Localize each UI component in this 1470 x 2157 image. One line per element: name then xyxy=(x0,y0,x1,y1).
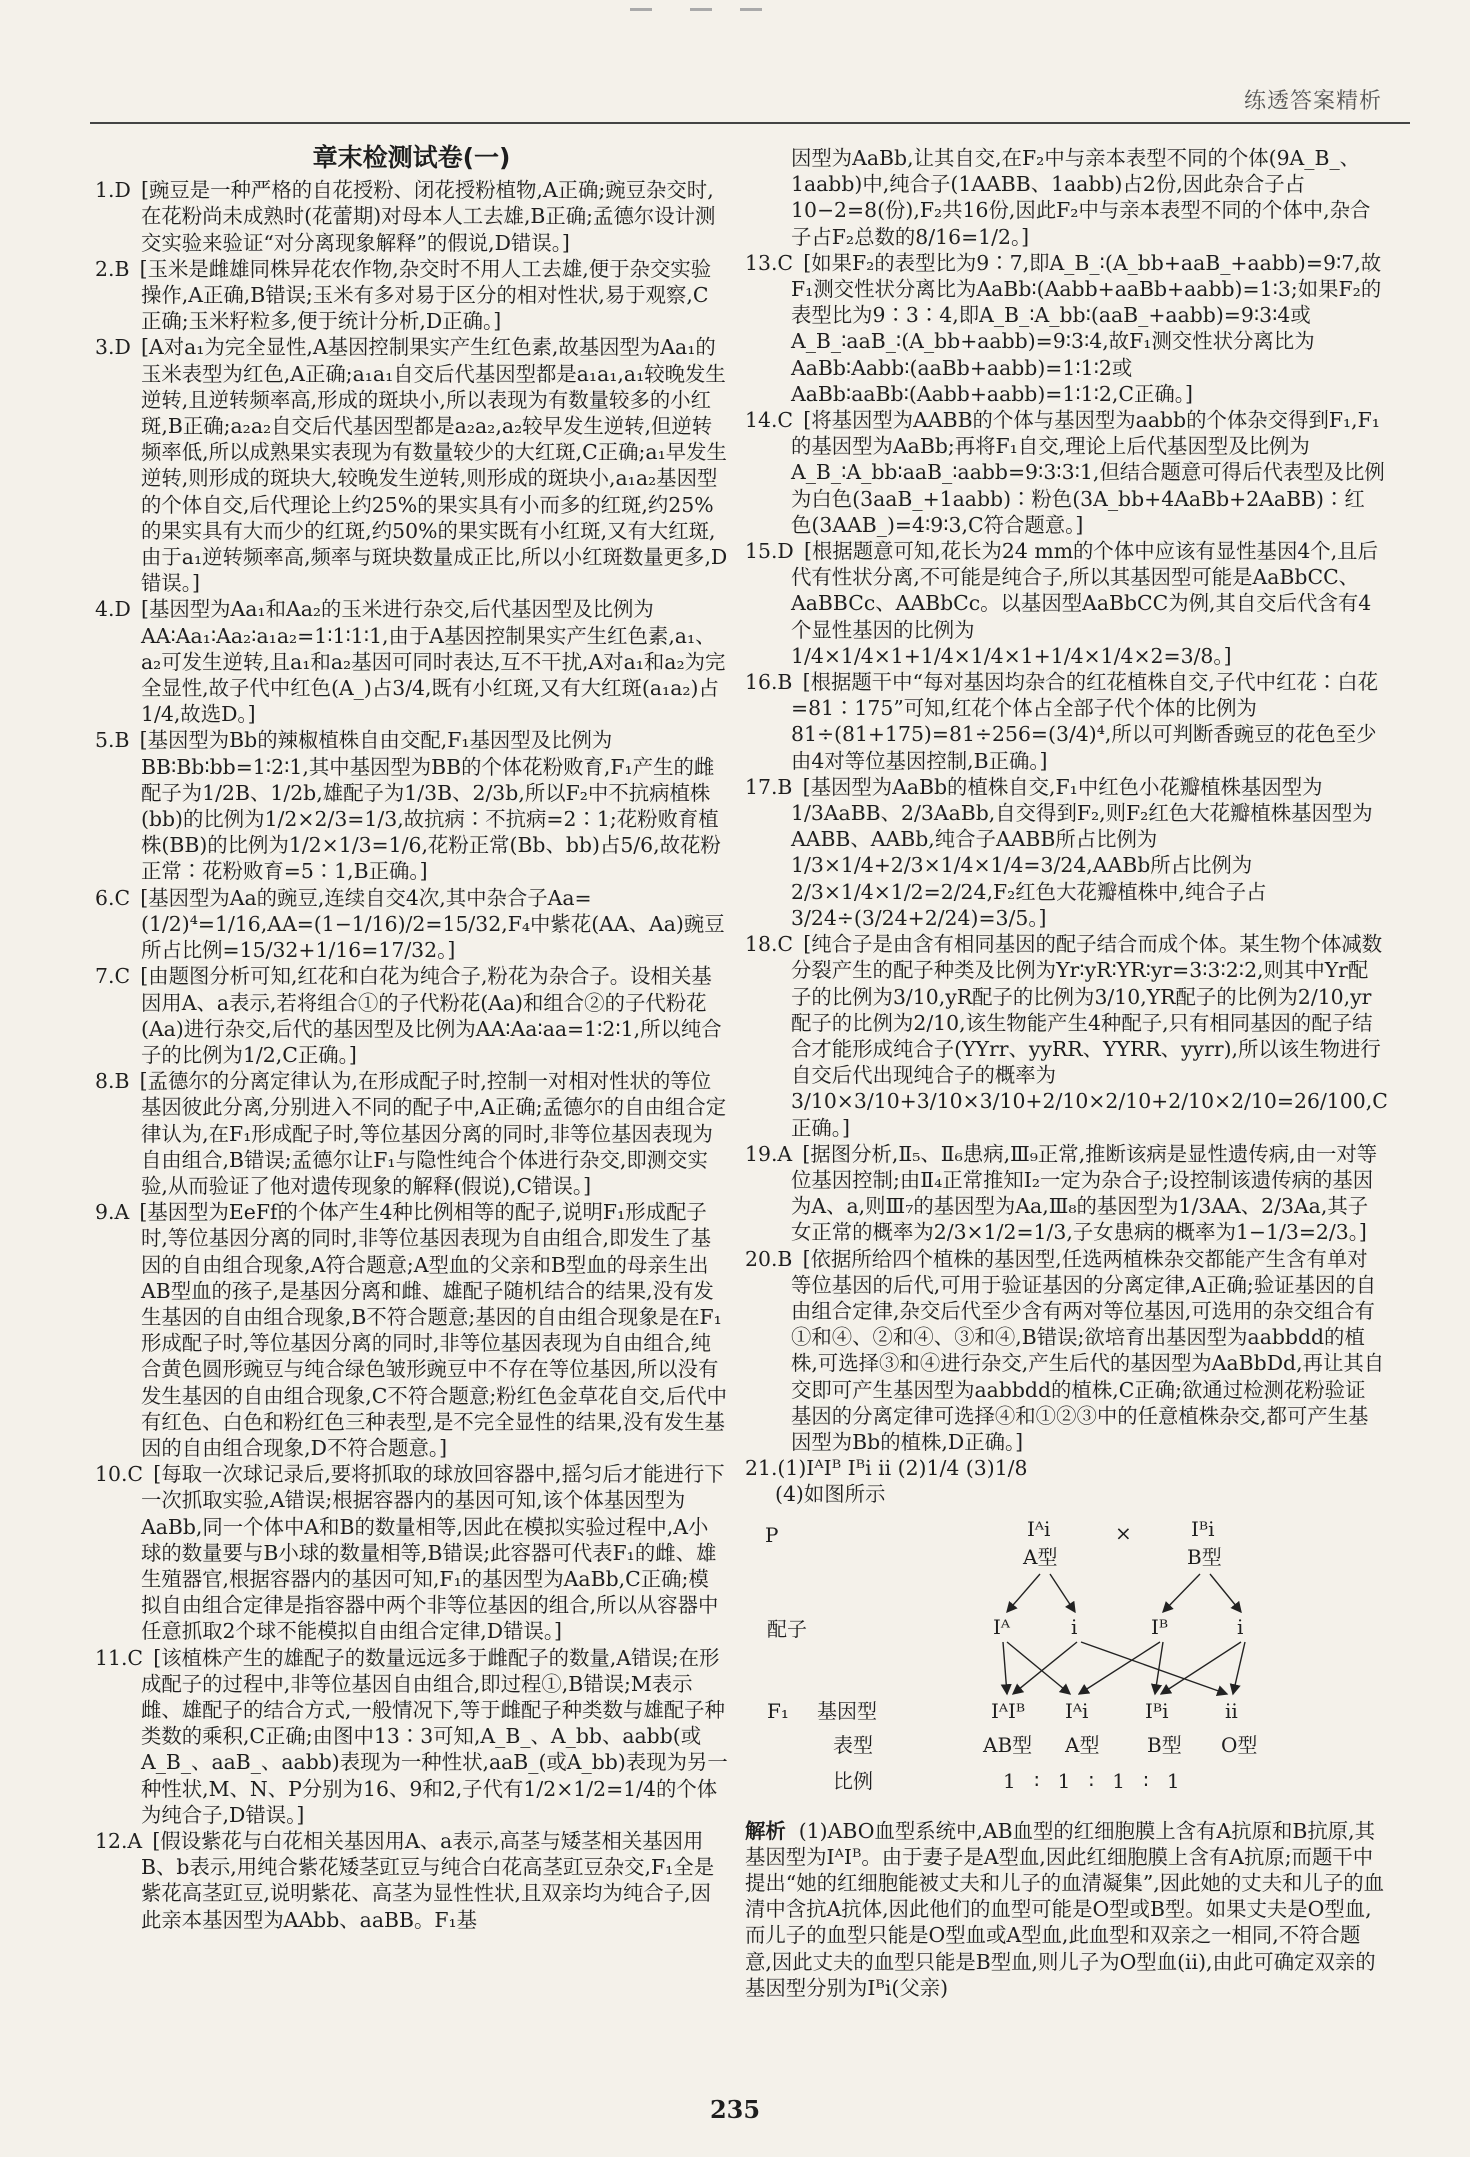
answer-text: [基因型为Bb的辣椒植株自由交配,F₁基因型及比例为BB∶Bb∶bb=1∶2∶1,其中基因型为BB的个体花粉败育,F₁产生的雌配子为1/2B、1/2b,雄配子为1/3B、2/3b,所以F₂中不抗病植株(bb)的比例为1/2×2/3=1/3,故抗病∶不抗病=2∶1;花粉败育植株(BB)的比例为1/2×1/3=1/6,花粉正常(Bb、bb)占5/6,故花粉正常∶花粉败育=5∶1,B正确。] xyxy=(139,728,721,884)
answer-text: 因型为AaBb,让其自交,在F₂中与亲本表型不同的个体(9A_B_、1aabb)中,纯合子(1AABB、1aabb)占2份,因此杂合子占10−2=8(份),F₂共16份,因此F₂中与亲本表型不同的个体中,杂合子占F₂总数的8/16=1/2。] xyxy=(791,146,1371,249)
answer-item xyxy=(745,1141,1385,1246)
answer-item xyxy=(95,1645,728,1828)
line-gB-f2 xyxy=(1079,1642,1160,1694)
answer-number: 15.D xyxy=(745,539,794,564)
page-number: 235 xyxy=(709,2095,761,2124)
answer-number: 8.B xyxy=(95,1069,130,1094)
left-answer-list xyxy=(95,177,728,1933)
answer-text: [孟德尔的分离定律认为,在形成配子时,控制一对相对性状的等位基因彼此分离,分别进入不同的配子中,A正确;孟德尔的自由组合定律认为,在F₁形成配子时,等位基因分离的同时,非等位基因表现为自由组合,B错误;孟德尔让F₁与隐性纯合个体进行杂交,即测交实验,从而验证了他对遗传现象的解释(假说),C错误。] xyxy=(139,1069,727,1198)
line-gi2-f4 xyxy=(1233,1642,1245,1694)
line-p1-gA xyxy=(1007,1574,1040,1612)
line-gi2-f3 xyxy=(1161,1642,1241,1694)
answer-item xyxy=(95,963,728,1068)
line-gA-f1 xyxy=(1003,1642,1007,1694)
answer-text: [由题图分析可知,红花和白花为纯合子,粉花为杂合子。设相关基因用A、a表示,若将组合①的子代粉花(Aa)和组合②的子代粉花(Aa)进行杂交,后代的基因型及比例为AA∶Aa∶aa=1∶2∶1,所以纯合子的比例为1/2,C正确。] xyxy=(140,964,722,1067)
f1-phenotype-2: A型 xyxy=(1065,1732,1100,1757)
q21-answer: 21.(1)IᴬIᴮ Iᴮi ii (2)1/4 (3)1/8 xyxy=(745,1456,1028,1481)
f1-ratio: 1 ∶ 1 ∶ 1 ∶ 1 xyxy=(1003,1768,1186,1793)
gamete-3: Iᴮ xyxy=(1151,1614,1169,1639)
line-gB-f3 xyxy=(1155,1642,1163,1694)
answer-item xyxy=(745,250,1385,407)
ratio-label: 比例 xyxy=(833,1768,873,1793)
answer-text: [每取一次球记录后,要将抓取的球放回容器中,摇匀后才能进行下一次抓取实验,A错误;根据容器内的基因可知,该个体基因型为AaBb,同一个体中A和B的数量相等,因此在模拟实验过程中,A小球的数量要与B小球的数量相等,B错误;此容器可代表F₁的雌、雄生殖器官,根据容器内的基因可知,F₁的基因型为AaBb,C正确;模拟自由组合定律是指容器中两个非等位基因的组合,所以从容器中任意抓取2个球不能模拟自由组合定律,D错误。] xyxy=(141,1462,725,1644)
right-column xyxy=(745,145,1388,2001)
answer-text: [该植株产生的雄配子的数量远远多于雌配子的数量,A错误;在形成配子的过程中,非等位基因自由组合,即过程①,B错误;M表示雌、雄配子的结合方式,一般情况下,等于雌配子种类数与雄配子种类数的乘积,C正确;由图中13∶3可知,A_B_、A_bb、aabb(或A_B_、aaB_、aabb)表现为一种性状,aaB_(或A_bb)表现为另一种性状,M、N、P分别为16、9和2,子代有1/2×1/2=1/4的个体为纯合子,D错误。] xyxy=(141,1645,728,1827)
line-gi-f1 xyxy=(1013,1642,1077,1694)
answer-number: 3.D xyxy=(95,335,131,360)
line-gi-f4 xyxy=(1081,1642,1227,1694)
answer-number: 7.C xyxy=(95,964,131,989)
f1-genotype-4: ii xyxy=(1225,1698,1238,1723)
gamete-2: i xyxy=(1071,1614,1078,1639)
cross-lines xyxy=(745,1512,1385,1812)
answer-item xyxy=(95,1068,728,1199)
answer-item xyxy=(95,1461,728,1644)
answer-item xyxy=(745,145,1385,250)
f1-genotype-3: Iᴮi xyxy=(1145,1698,1169,1723)
f1-genotype-1: IᴬIᴮ xyxy=(991,1698,1026,1723)
answer-text: [A对a₁为完全显性,A基因控制果实产生红色素,故基因型为Aa₁的玉米表型为红色,A正确;a₁a₁自交后代基因型都是a₁a₁,a₁较晚发生逆转,且逆转频率高,形成的斑块小,所以表现为有数量较多的小红斑,B正确;a₂a₂自交后代基因型都是a₂a₂,a₂较早发生逆转,但逆转频率低,所以成熟果实表现为有数量较少的大红斑,C正确;a₁早发生逆转,则形成的斑块大,较晚发生逆转,则形成的斑块小,a₁a₂基因型的个体自交,后代理论上约25%的果实具有小而多的红斑,约25%的果实具有大而少的红斑,约50%的果实既有小红斑,又有大红斑,由于a₁逆转频率高,频率与斑块数量成正比,所以小红斑数量更多,D错误。] xyxy=(141,335,728,596)
f1-genotype-2: Iᴬi xyxy=(1065,1698,1089,1723)
answer-item xyxy=(745,931,1388,1141)
answer-text: [豌豆是一种严格的自花授粉、闭花授粉植物,A正确;豌豆杂交时,在花粉尚未成熟时(花蕾期)对母本人工去雄,B正确;孟德尔设计测交实验来验证“对分离现象解释”的假说,D错误。] xyxy=(141,178,716,255)
right-answer-list xyxy=(745,145,1388,1455)
header-rule xyxy=(90,122,1410,124)
answer-item xyxy=(745,538,1385,669)
gamete-4: i xyxy=(1237,1614,1244,1639)
parent2-genotype: Iᴮi xyxy=(1191,1516,1215,1541)
row-label-gamete: 配子 xyxy=(767,1616,807,1641)
answer-text: [纯合子是由含有相同基因的配子结合而成个体。某生物个体减数分裂产生的配子种类及比例为Yr∶yR∶YR∶yr=3∶3∶2∶2,则其中Yr配子的比例为3/10,yR配子的比例为3/10,YR配子的比例为2/10,yr配子的比例为2/10,该生物能产生4种配子,只有相同基因的配子结合才能形成纯合子(YYrr、yyRR、YYRR、yyrr),所以该生物进行自交后代出现纯合子的概率为3/10×3/10+3/10×3/10+2/10×2/10+2/10×2/10=26/100,C正确。] xyxy=(791,932,1388,1140)
answer-text: [根据题意可知,花长为24 mm的个体中应该有显性基因4个,且后代有性状分离,不可能是纯合子,所以其基因型可能是AaBbCC、AaBBCc、AABbCc。以基因型AaBbCC为例,其自交后代含有4个显性基因的比例为1/4×1/4×1+1/4×1/4×1+1/4×1/4×2=3/8。] xyxy=(791,539,1378,668)
f1-phenotype-3: B型 xyxy=(1147,1732,1182,1757)
answer-item xyxy=(745,1246,1385,1456)
genotype-label: 基因型 xyxy=(817,1698,877,1723)
row-label-p: P xyxy=(765,1522,779,1547)
answer-number: 12.A xyxy=(95,1829,143,1853)
scan-marks xyxy=(630,8,930,18)
answer-text: [基因型为EeFf的个体产生4种比例相等的配子,说明F₁形成配子时,等位基因分离的同时,非等位基因表现为自由组合,即发生了基因的自由组合现象,A符合题意;A型血的父亲和B型血的母亲生出AB型血的孩子,是基因分离和雌、雄配子随机结合的结果,没有发生基因的自由组合现象,B不符合题意;基因的自由组合现象是在F₁形成配子时,等位基因分离的同时,非等位基因表现为自由组合,纯合黄色圆形豌豆与纯合绿色皱形豌豆中不存在等位基因,所以没有发生基因的自由组合现象,C不符合题意;粉红色金草花自交,后代中有红色、白色和粉红色三种表型,是不完全显性的结果,没有发生基因的自由组合现象,D不符合题意。] xyxy=(139,1200,727,1460)
row-label-f1: F₁ xyxy=(767,1698,789,1723)
left-column xyxy=(95,145,728,1933)
line-gA-f2 xyxy=(1007,1642,1070,1694)
answer-item xyxy=(95,334,728,596)
answer-item xyxy=(95,727,728,884)
section-title: 章末检测试卷(一) xyxy=(312,143,511,172)
blood-type-cross-diagram xyxy=(745,1512,1385,1812)
parent1-genotype: Iᴬi xyxy=(1027,1516,1051,1541)
answer-number: 4.D xyxy=(95,597,131,622)
answer-number: 6.C xyxy=(95,885,131,910)
answer-number: 20.B xyxy=(745,1246,793,1271)
answer-text: [如果F₂的表型比为9∶7,即A_B_∶(A_bb+aaB_+aabb)=9∶7,故F₁测交性状分离比为AaBb∶(Aabb+aaBb+aabb)=1∶3;如果F₂的表型比为9∶3∶4,即A_B_∶A_bb∶(aaB_+aabb)=9∶3∶4或A_B_∶aaB_∶(A_bb+aabb)=9∶3∶4,故F₁测交性状分离比为AaBb∶Aabb∶(aaBb+aabb)=1∶1∶2或AaBb∶aaBb∶(Aabb+aabb)=1∶1∶2,C正确。] xyxy=(791,250,1382,406)
answer-item xyxy=(745,669,1385,774)
answer-text: [据图分析,Ⅱ₅、Ⅱ₆患病,Ⅲ₉正常,推断该病是显性遗传病,由一对等位基因控制;由Ⅱ₄正常推知Ⅰ₂一定为杂合子;设控制该遗传病的基因为A、a,则Ⅲ₇的基因型为Aa,Ⅲ₈的基因型为1/3AA、2/3Aa,其子女正常的概率为2/3×1/2=1/3,子女患病的概率为1−1/3=2/3。] xyxy=(791,1141,1378,1245)
answer-item xyxy=(95,177,728,256)
cross-sign: × xyxy=(1115,1520,1132,1545)
answer-number: 14.C xyxy=(745,408,794,433)
answer-text: [将基因型为AABB的个体与基因型为aabb的个体杂交得到F₁,F₁的基因型为AaBb;再将F₁自交,理论上后代基因型及比例为A_B_∶A_bb∶aaB_∶aabb=9∶3∶3∶1,但结合题意可得后代表型及比例为白色(3aaB_+1aabb)∶粉色(3A_bb+4AaBb+2AaBB)∶红色(3AAB_)=4∶9∶3,C符合题意。] xyxy=(791,408,1385,537)
answer-number: 19.A xyxy=(745,1141,793,1166)
f1-phenotype-4: O型 xyxy=(1221,1732,1258,1757)
answer-item xyxy=(745,407,1385,538)
gamete-1: Iᴬ xyxy=(993,1614,1010,1639)
answer-number: 18.C xyxy=(745,932,794,957)
header-title: 练透答案精析 xyxy=(1243,89,1382,114)
q21-part4: (4)如图所示 xyxy=(775,1482,886,1507)
answer-number: 17.B xyxy=(745,774,793,799)
answer-number: 10.C xyxy=(95,1462,144,1487)
f1-phenotype-1: AB型 xyxy=(983,1732,1033,1757)
answer-text: [根据题干中“每对基因均杂合的红花植株自交,子代中红花∶白花=81∶175”可知,红花个体占全部子代个体的比例为81÷(81+175)=81÷256=(3/4)⁴,所以可判断香豌豆的花色至少由4对等位基因控制,B正确。] xyxy=(791,670,1379,773)
explanation xyxy=(745,1818,1385,2001)
answer-item xyxy=(745,774,1385,931)
answer-item xyxy=(95,1828,728,1933)
line-p1-gi xyxy=(1050,1574,1075,1612)
answer-number: 13.C xyxy=(745,250,794,275)
answer-text: [假设紫花与白花相关基因用A、a表示,高茎与矮茎相关基因用B、b表示,用纯合紫花矮茎豇豆与纯合白花高茎豇豆杂交,F₁全是紫花高茎豇豆,说明紫花、高茎为显性性状,且双亲均为纯合子,因此亲本基因型为AAbb、aaBB。F₁基 xyxy=(141,1829,715,1932)
explanation-text: (1)ABO血型系统中,AB血型的红细胞膜上含有A抗原和B抗原,其基因型为IᴬIᴮ。由于妻子是A型血,因此红细胞膜上含有A抗原;而题干中提出“她的红细胞能被丈夫和儿子的血清凝集”,因此她的丈夫和儿子的血清中含抗A抗体,因此他们的血型可能是O型或B型。如果丈夫是O型血,而儿子的血型只能是O型血或A型血,此血型和双亲之一相同,不符合题意,因此丈夫的血型只能是B型血,则儿子为O型血(ii),由此可确定双亲的基因型分别为Iᴮi(父亲) xyxy=(745,1818,1385,2000)
answer-text: [基因型为Aa的豌豆,连续自交4次,其中杂合子Aa=(1/2)⁴=1/16,AA=(1−1/16)/2=15/32,F₄中紫花(AA、Aa)豌豆所占比例=15/32+1/16=17/32。] xyxy=(140,885,725,963)
answer-number: 9.A xyxy=(95,1200,130,1225)
answer-text: [基因型为Aa₁和Aa₂的玉米进行杂交,后代基因型及比例为AA∶Aa₁∶Aa₂∶a₁a₂=1∶1∶1∶1,由于A基因控制果实产生红色素,a₁、a₂可发生逆转,且a₁和a₂基因可同时表达,互不干扰,A对a₁和a₂为完全显性,故子代中红色(A_)占3/4,既有小红斑,又有大红斑(a₁a₂)占1/4,故选D。] xyxy=(141,597,726,727)
answer-number: 1.D xyxy=(95,178,131,203)
answer-text: [基因型为AaBb的植株自交,F₁中红色小花瓣植株基因型为1/3AaBB、2/3AaBb,自交得到F₂,则F₂红色大花瓣植株基因型为AABB、AABb,纯合子AABB所占比例为1/3×1/4+2/3×1/4×1/4=3/24,AABb所占比例为2/3×1/4×1/2=2/24,F₂红色大花瓣植株中,纯合子占3/24÷(3/24+2/24)=3/5。] xyxy=(791,774,1373,930)
explanation-label: 解析 xyxy=(745,1818,786,1843)
line-p2-gB xyxy=(1163,1574,1200,1612)
answer-text: [依据所给四个植株的基因型,任选两植株杂交都能产生含有单对等位基因的后代,可用于验证基因的分离定律,A正确;验证基因的自由组合定律,杂交后代至少含有两对等位基因,可选用的杂交组合有①和④、②和④、③和④,B错误;欲培育出基因型为aabbdd的植株,可选择③和④进行杂交,产生后代的基因型为AaBbDd,再让其自交即可产生基因型为aabbdd的植株,C正确;欲通过检测花粉验证基因的分离定律可选择④和①②③中的任意植株杂交,都可产生基因型为Bb的植株,D正确。] xyxy=(791,1246,1385,1454)
answer-number: 2.B xyxy=(95,256,130,281)
parent2-type: B型 xyxy=(1187,1544,1222,1569)
line-p2-gi xyxy=(1210,1574,1241,1612)
answer-item xyxy=(95,885,728,964)
answer-number: 16.B xyxy=(745,670,793,695)
answer-number: 5.B xyxy=(95,728,130,753)
parent1-type: A型 xyxy=(1023,1544,1058,1569)
answer-text: [玉米是雌雄同株异花农作物,杂交时不用人工去雄,便于杂交实验操作,A正确,B错误;玉米有多对易于区分的相对性状,易于观察,C正确;玉米籽粒多,便于统计分析,D正确。] xyxy=(139,256,712,334)
answer-item xyxy=(95,256,728,335)
answer-number: 11.C xyxy=(95,1645,144,1670)
phenotype-label: 表型 xyxy=(833,1732,873,1757)
answer-item xyxy=(95,1199,728,1461)
answer-item xyxy=(95,596,728,727)
